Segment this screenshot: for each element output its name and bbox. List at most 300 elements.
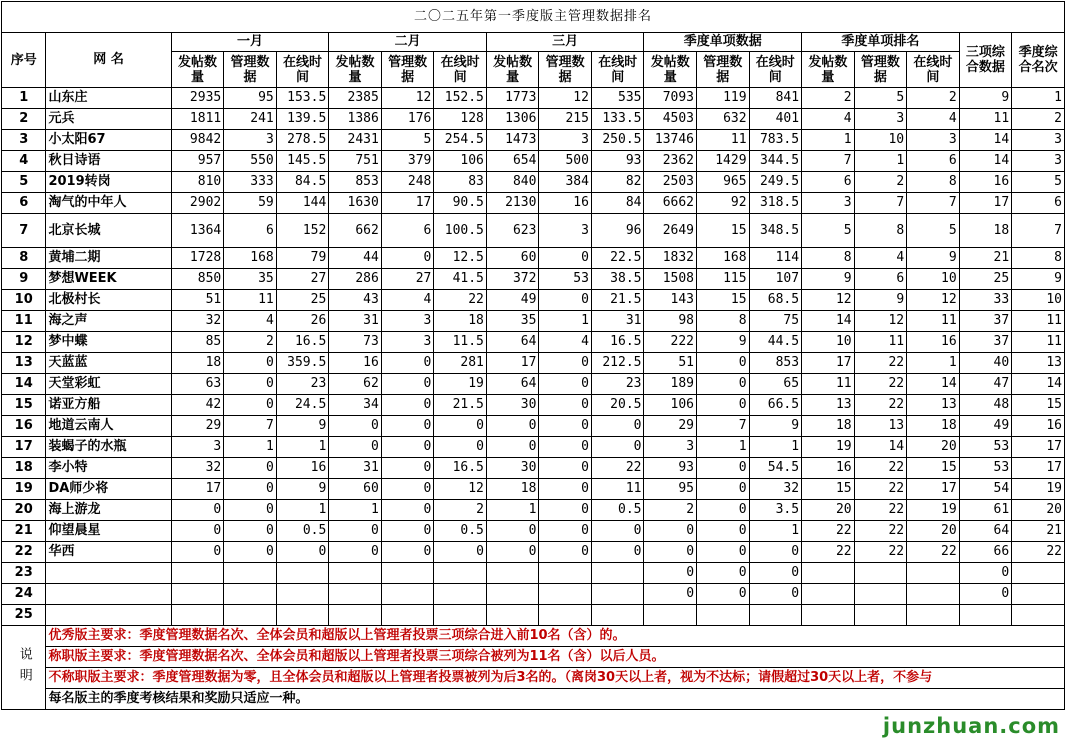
data-cell: 106 xyxy=(434,151,487,172)
data-cell: 0 xyxy=(697,479,750,500)
data-cell: 14 xyxy=(959,130,1012,151)
data-cell: 32 xyxy=(171,311,224,332)
data-cell: 1630 xyxy=(329,193,382,214)
table-row xyxy=(2,500,1065,521)
moderator-name: 元兵 xyxy=(46,109,171,130)
data-cell xyxy=(329,584,382,605)
data-cell: 4 xyxy=(802,109,855,130)
data-cell: 7093 xyxy=(644,88,697,109)
moderator-name: 小太阳67 xyxy=(46,130,171,151)
data-cell xyxy=(329,605,382,626)
data-cell: 18 xyxy=(959,214,1012,248)
data-cell: 12 xyxy=(381,88,434,109)
data-cell: 33 xyxy=(959,290,1012,311)
data-cell: 4 xyxy=(539,332,592,353)
data-cell: 49 xyxy=(486,290,539,311)
data-cell: 63 xyxy=(171,374,224,395)
data-cell: 18 xyxy=(171,353,224,374)
data-cell: 0 xyxy=(644,521,697,542)
data-cell xyxy=(854,584,907,605)
data-cell: 84 xyxy=(591,193,644,214)
data-cell: 8 xyxy=(854,214,907,248)
row-index: 6 xyxy=(2,193,46,214)
moderator-name: 地道云南人 xyxy=(46,416,171,437)
data-cell: 8 xyxy=(697,311,750,332)
moderator-name: 天蓝蓝 xyxy=(46,353,171,374)
data-cell: 13 xyxy=(1012,353,1065,374)
data-cell: 65 xyxy=(749,374,802,395)
data-cell: 48 xyxy=(959,395,1012,416)
moderator-name xyxy=(46,563,171,584)
data-cell: 0 xyxy=(591,542,644,563)
data-cell: 16 xyxy=(907,332,960,353)
table-row xyxy=(2,193,1065,214)
data-cell: 6 xyxy=(381,214,434,248)
data-cell: 2 xyxy=(802,88,855,109)
data-cell: 0 xyxy=(171,542,224,563)
data-cell xyxy=(224,584,277,605)
table-row xyxy=(2,353,1065,374)
data-cell: 13 xyxy=(854,416,907,437)
data-cell xyxy=(381,563,434,584)
data-cell: 53 xyxy=(959,437,1012,458)
table-row xyxy=(2,605,1065,626)
data-cell: 1 xyxy=(1012,88,1065,109)
header-group-mar: 三月 xyxy=(486,33,644,52)
data-cell: 1 xyxy=(802,130,855,151)
data-cell: 0 xyxy=(329,437,382,458)
table-row xyxy=(2,172,1065,193)
data-cell: 7 xyxy=(697,416,750,437)
data-cell: 17 xyxy=(381,193,434,214)
data-cell: 168 xyxy=(224,248,277,269)
data-cell: 2935 xyxy=(171,88,224,109)
data-cell: 751 xyxy=(329,151,382,172)
data-cell: 16 xyxy=(802,458,855,479)
data-cell: 500 xyxy=(539,151,592,172)
data-cell: 54.5 xyxy=(749,458,802,479)
data-cell: 840 xyxy=(486,172,539,193)
data-cell: 1 xyxy=(276,500,329,521)
data-cell: 2 xyxy=(1012,109,1065,130)
data-cell xyxy=(591,584,644,605)
moderator-name: 天堂彩虹 xyxy=(46,374,171,395)
data-cell: 144 xyxy=(276,193,329,214)
data-cell xyxy=(539,563,592,584)
data-cell: 5 xyxy=(907,214,960,248)
data-cell: 0 xyxy=(381,479,434,500)
data-cell: 0 xyxy=(486,437,539,458)
data-cell: 32 xyxy=(171,458,224,479)
data-cell: 3 xyxy=(224,130,277,151)
data-cell: 0 xyxy=(171,500,224,521)
data-cell: 0 xyxy=(434,416,487,437)
data-cell: 20 xyxy=(802,500,855,521)
data-cell: 1429 xyxy=(697,151,750,172)
data-cell: 1 xyxy=(224,437,277,458)
data-cell: 212.5 xyxy=(591,353,644,374)
data-cell: 0 xyxy=(959,584,1012,605)
data-cell: 0 xyxy=(224,374,277,395)
data-cell: 18 xyxy=(434,311,487,332)
data-cell: 152 xyxy=(276,214,329,248)
data-cell: 0 xyxy=(591,437,644,458)
data-cell: 42 xyxy=(171,395,224,416)
data-cell: 17 xyxy=(171,479,224,500)
table-row xyxy=(2,374,1065,395)
data-cell: 73 xyxy=(329,332,382,353)
data-cell: 10 xyxy=(1012,290,1065,311)
data-cell: 0 xyxy=(644,584,697,605)
moderator-name: 海之声 xyxy=(46,311,171,332)
data-cell xyxy=(907,584,960,605)
data-cell: 8 xyxy=(802,248,855,269)
data-cell: 3 xyxy=(171,437,224,458)
data-cell: 16 xyxy=(1012,416,1065,437)
data-cell: 1386 xyxy=(329,109,382,130)
data-cell: 12 xyxy=(907,290,960,311)
data-cell: 3 xyxy=(381,311,434,332)
ranking-table xyxy=(1,1,1065,710)
data-cell: 14 xyxy=(1012,374,1065,395)
table-row xyxy=(2,521,1065,542)
moderator-name: 黄埔二期 xyxy=(46,248,171,269)
data-cell: 17 xyxy=(907,479,960,500)
data-cell: 0 xyxy=(381,395,434,416)
data-cell: 0 xyxy=(539,290,592,311)
data-cell: 19 xyxy=(434,374,487,395)
data-cell: 15 xyxy=(697,214,750,248)
moderator-name: DA师少将 xyxy=(46,479,171,500)
data-cell: 222 xyxy=(644,332,697,353)
row-index: 4 xyxy=(2,151,46,172)
data-cell xyxy=(434,563,487,584)
data-cell: 623 xyxy=(486,214,539,248)
note-line: 每名版主的季度考核结果和奖励只适应一种。 xyxy=(46,689,1065,710)
data-cell: 9 xyxy=(959,88,1012,109)
data-cell: 16.5 xyxy=(276,332,329,353)
data-cell: 11 xyxy=(959,109,1012,130)
data-cell: 1 xyxy=(539,311,592,332)
row-index: 16 xyxy=(2,416,46,437)
data-cell: 98 xyxy=(644,311,697,332)
note-line: 优秀版主要求：季度管理数据名次、全体会员和超版以上管理者投票三项综合进入前10名（含）的。 xyxy=(46,626,1065,647)
data-cell: 7 xyxy=(907,193,960,214)
data-cell: 0 xyxy=(697,542,750,563)
data-cell: 0 xyxy=(697,458,750,479)
data-cell: 22 xyxy=(854,353,907,374)
data-cell: 1832 xyxy=(644,248,697,269)
data-cell: 2130 xyxy=(486,193,539,214)
data-cell: 19 xyxy=(802,437,855,458)
data-cell: 8 xyxy=(1012,248,1065,269)
data-cell xyxy=(539,584,592,605)
moderator-name: 秋日诗语 xyxy=(46,151,171,172)
data-cell xyxy=(854,605,907,626)
data-cell: 53 xyxy=(539,269,592,290)
data-cell xyxy=(171,563,224,584)
row-index: 9 xyxy=(2,269,46,290)
data-cell: 22 xyxy=(802,542,855,563)
data-cell: 0.5 xyxy=(591,500,644,521)
data-cell: 281 xyxy=(434,353,487,374)
subheader-feb-manage: 管理数据 xyxy=(381,52,434,88)
row-index: 7 xyxy=(2,214,46,248)
data-cell: 965 xyxy=(697,172,750,193)
data-cell: 23 xyxy=(591,374,644,395)
data-cell: 107 xyxy=(749,269,802,290)
data-cell: 17 xyxy=(486,353,539,374)
data-cell: 30 xyxy=(486,395,539,416)
data-cell: 5 xyxy=(802,214,855,248)
data-cell: 24.5 xyxy=(276,395,329,416)
data-cell: 22 xyxy=(854,500,907,521)
data-cell: 51 xyxy=(644,353,697,374)
data-cell: 15 xyxy=(697,290,750,311)
row-index: 18 xyxy=(2,458,46,479)
data-cell: 5 xyxy=(1012,172,1065,193)
table-row xyxy=(2,214,1065,248)
data-cell xyxy=(486,605,539,626)
table-row xyxy=(2,395,1065,416)
data-cell: 4 xyxy=(907,109,960,130)
data-cell xyxy=(171,584,224,605)
data-cell: 8 xyxy=(907,172,960,193)
data-cell: 21.5 xyxy=(591,290,644,311)
data-cell: 0 xyxy=(329,521,382,542)
data-cell: 0 xyxy=(539,458,592,479)
data-cell: 0.5 xyxy=(434,521,487,542)
data-cell: 2385 xyxy=(329,88,382,109)
data-cell: 22 xyxy=(854,542,907,563)
data-cell: 15 xyxy=(907,458,960,479)
data-cell: 9 xyxy=(276,479,329,500)
data-cell: 0.5 xyxy=(276,521,329,542)
data-cell: 85 xyxy=(171,332,224,353)
data-cell: 654 xyxy=(486,151,539,172)
data-cell: 51 xyxy=(171,290,224,311)
data-cell: 2362 xyxy=(644,151,697,172)
row-index: 14 xyxy=(2,374,46,395)
row-index: 21 xyxy=(2,521,46,542)
data-cell: 1 xyxy=(486,500,539,521)
data-cell: 2503 xyxy=(644,172,697,193)
data-cell xyxy=(329,563,382,584)
table-row xyxy=(2,437,1065,458)
data-cell: 0 xyxy=(539,542,592,563)
header-seq: 序号 xyxy=(2,33,46,88)
data-cell: 0 xyxy=(486,542,539,563)
data-cell: 62 xyxy=(329,374,382,395)
data-cell: 11 xyxy=(854,332,907,353)
data-cell: 0 xyxy=(539,416,592,437)
table-row xyxy=(2,332,1065,353)
data-cell: 27 xyxy=(381,269,434,290)
row-index: 10 xyxy=(2,290,46,311)
moderator-name: 仰望晨星 xyxy=(46,521,171,542)
data-cell: 16.5 xyxy=(434,458,487,479)
moderator-name: 山东庄 xyxy=(46,88,171,109)
data-cell: 632 xyxy=(697,109,750,130)
data-cell: 34 xyxy=(329,395,382,416)
data-cell: 10 xyxy=(854,130,907,151)
data-cell: 0 xyxy=(381,542,434,563)
data-cell: 250.5 xyxy=(591,130,644,151)
data-cell: 3 xyxy=(802,193,855,214)
data-cell: 29 xyxy=(171,416,224,437)
data-cell: 152.5 xyxy=(434,88,487,109)
data-cell: 44.5 xyxy=(749,332,802,353)
data-cell xyxy=(697,605,750,626)
data-cell: 31 xyxy=(591,311,644,332)
data-cell: 662 xyxy=(329,214,382,248)
header-name: 网 名 xyxy=(46,33,171,88)
data-cell: 22.5 xyxy=(591,248,644,269)
data-cell: 59 xyxy=(224,193,277,214)
data-cell: 61 xyxy=(959,500,1012,521)
moderator-name: 装蝎子的水瓶 xyxy=(46,437,171,458)
data-cell: 0 xyxy=(224,542,277,563)
data-cell: 0 xyxy=(329,416,382,437)
data-cell: 0 xyxy=(644,542,697,563)
header-group-quarter-data: 季度单项数据 xyxy=(644,33,802,52)
data-cell xyxy=(224,563,277,584)
data-cell: 2 xyxy=(224,332,277,353)
table-row xyxy=(2,479,1065,500)
header-combined-data: 三项综合数据 xyxy=(959,33,1012,88)
data-cell: 68.5 xyxy=(749,290,802,311)
data-cell: 0 xyxy=(591,416,644,437)
data-cell: 17 xyxy=(959,193,1012,214)
data-cell: 0 xyxy=(539,248,592,269)
data-cell xyxy=(854,563,907,584)
data-cell: 16.5 xyxy=(591,332,644,353)
data-cell: 25 xyxy=(276,290,329,311)
data-cell: 0 xyxy=(224,500,277,521)
data-cell: 0 xyxy=(539,521,592,542)
data-cell: 1473 xyxy=(486,130,539,151)
row-index: 11 xyxy=(2,311,46,332)
data-cell: 13746 xyxy=(644,130,697,151)
data-cell: 29 xyxy=(644,416,697,437)
table-row xyxy=(2,130,1065,151)
data-cell: 21 xyxy=(1012,521,1065,542)
moderator-name: 北极村长 xyxy=(46,290,171,311)
data-cell: 7 xyxy=(854,193,907,214)
data-cell: 241 xyxy=(224,109,277,130)
data-cell: 348.5 xyxy=(749,214,802,248)
data-cell: 54 xyxy=(959,479,1012,500)
data-cell: 783.5 xyxy=(749,130,802,151)
data-cell xyxy=(644,605,697,626)
table-row xyxy=(2,151,1065,172)
data-cell: 6 xyxy=(1012,193,1065,214)
data-cell: 19 xyxy=(1012,479,1065,500)
row-index: 5 xyxy=(2,172,46,193)
watermark-logo: junzhuan.com xyxy=(882,714,1060,738)
data-cell: 254.5 xyxy=(434,130,487,151)
row-index: 25 xyxy=(2,605,46,626)
data-cell: 853 xyxy=(329,172,382,193)
header-group-feb: 二月 xyxy=(329,33,487,52)
data-cell: 2649 xyxy=(644,214,697,248)
data-cell xyxy=(276,584,329,605)
data-cell: 0 xyxy=(539,374,592,395)
data-cell: 359.5 xyxy=(276,353,329,374)
data-cell: 3 xyxy=(539,214,592,248)
data-cell: 90.5 xyxy=(434,193,487,214)
subheader-mar-manage: 管理数据 xyxy=(539,52,592,88)
data-cell: 60 xyxy=(486,248,539,269)
table-row xyxy=(2,88,1065,109)
data-cell: 32 xyxy=(749,479,802,500)
data-cell: 1 xyxy=(749,521,802,542)
data-cell: 0 xyxy=(434,542,487,563)
data-cell: 7 xyxy=(802,151,855,172)
data-cell: 841 xyxy=(749,88,802,109)
moderator-name: 梦想WEEK xyxy=(46,269,171,290)
data-cell: 1 xyxy=(276,437,329,458)
data-cell: 0 xyxy=(381,500,434,521)
data-cell: 249.5 xyxy=(749,172,802,193)
data-cell: 11 xyxy=(224,290,277,311)
data-cell: 0 xyxy=(697,395,750,416)
data-cell: 2 xyxy=(854,172,907,193)
data-cell: 0 xyxy=(171,521,224,542)
header-group-quarter-rank: 季度单项排名 xyxy=(802,33,960,52)
data-cell: 0 xyxy=(697,563,750,584)
row-index: 23 xyxy=(2,563,46,584)
moderator-name xyxy=(46,605,171,626)
data-cell xyxy=(1012,563,1065,584)
data-cell: 6 xyxy=(802,172,855,193)
table-row xyxy=(2,542,1065,563)
data-cell: 12 xyxy=(539,88,592,109)
data-cell: 2 xyxy=(434,500,487,521)
data-cell: 31 xyxy=(329,311,382,332)
table-row xyxy=(2,458,1065,479)
data-cell: 64 xyxy=(486,332,539,353)
subheader-jan-posts: 发帖数量 xyxy=(171,52,224,88)
data-cell: 12 xyxy=(802,290,855,311)
data-cell: 0 xyxy=(591,521,644,542)
data-cell: 14 xyxy=(802,311,855,332)
data-cell: 3 xyxy=(644,437,697,458)
data-cell: 114 xyxy=(749,248,802,269)
data-cell: 128 xyxy=(434,109,487,130)
data-cell: 15 xyxy=(802,479,855,500)
data-cell: 22 xyxy=(854,458,907,479)
data-cell: 18 xyxy=(907,416,960,437)
data-cell: 93 xyxy=(591,151,644,172)
data-cell: 0 xyxy=(697,500,750,521)
data-cell: 37 xyxy=(959,311,1012,332)
data-cell xyxy=(1012,605,1065,626)
data-cell: 145.5 xyxy=(276,151,329,172)
data-cell: 215 xyxy=(539,109,592,130)
data-cell: 6 xyxy=(854,269,907,290)
data-cell: 64 xyxy=(959,521,1012,542)
data-cell: 22 xyxy=(854,521,907,542)
data-cell: 26 xyxy=(276,311,329,332)
data-cell: 0 xyxy=(697,374,750,395)
data-cell xyxy=(907,563,960,584)
row-index: 17 xyxy=(2,437,46,458)
data-cell: 95 xyxy=(644,479,697,500)
table-row xyxy=(2,109,1065,130)
data-cell: 1 xyxy=(697,437,750,458)
data-cell: 17 xyxy=(1012,437,1065,458)
